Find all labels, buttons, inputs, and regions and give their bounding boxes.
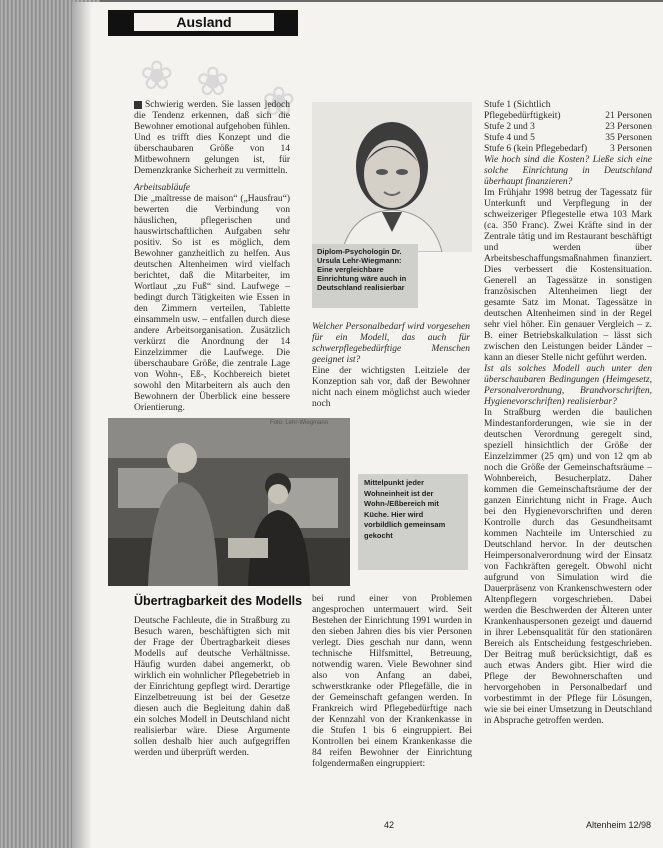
body-text: Die „maîtresse de maison“ („Hausfrau“) bewerten die Verbindung von häuslichen, pflegerischen und hauswirtschaftlichen Aufgaben sehr positiv. So ist es möglich, dem Bewohner ganzheitlich zu helfen. Aus deutschen Altenheimen wird vielfach berichtet, daß die Mitarbeiter, im Wortlaut „zu Fuß“ sind. Laufwege – bedingt durch Tätigkeiten wie Essen in den Zimmern verteilen, Tablette einsammeln usw. – entfallen durch diese andere Arbeitsorganisation. Zusätzlich verkürzt die Anordnung der 14 Einzelzimmer die Laufwege. Die überschaubare Größe, die zentrale Lage von Wohn-, Eß-, Kochbereich bietet sowohl den Mitarbeitern als auch den Bewohnern der Überblick eine bessere Orientierung. — [134, 194, 290, 413]
column-3 — [484, 100, 652, 727]
table-row: Stufe 4 und 5 35 Personen — [484, 133, 652, 143]
body-text: Im Frühjahr 1998 betrug der Tagessatz für Unterkunft und Verpflegung in der schweizeriger Pflegestelle etwa 103 Mark (ca. 350 Franc). Zwei Kräfte sind in der Zentrale tätig und im Restaurant beschäftigt und werden über Arbeitsbeschaffungsmaßnahmen finanziert. Dies verbessert die Kostensituation. Generell an Tagessätze in sonstigen französischen Altenheimen liegt der gesamte Satz im Monat. Tagessätze in deutschen Altenheimen sind in der Regel sehr viel höher. Ein genauer Vergleich – z. B. einer Betriebskalkulation – lässt sich zwischen den Leistungen beider Länder – kann an dieser Stelle nicht geführt werden. — [484, 188, 652, 363]
column-5 — [312, 594, 472, 770]
intro-text: Schwierig werden. Sie lassen jedoch die Tendenz erkennen, daß sich die Bewohner emotional aufgehoben fühlen. Und es trifft dies Konzept und die überschaubaren Größe von 14 Mitbewohnern gelungen ist, für Demenzkranke Sicherheit zu vermitteln. — [134, 100, 290, 176]
subheading: Arbeitsabläufe — [134, 183, 190, 193]
maple-leaf-icon: ❀ — [262, 79, 296, 124]
body-text: Eine der wichtigsten Leitziele der Konzeption sah vor, daß der Bewohner nicht nach einem möglichst auch wieder noch — [312, 366, 470, 409]
section-heading: Übertragbarkeit des Modells — [134, 594, 303, 608]
issue-label: Altenheim 12/98 — [586, 820, 652, 830]
page-number: 42 — [384, 820, 395, 830]
question-text: Ist als solches Modell auch unter den überschaubaren Bedingungen (Heimgesetz, Personalverordnung, Brandvorschriften, Hygienevorschriften) realisierbar? — [484, 364, 652, 407]
table-row: Stufe 2 und 3 23 Personen — [484, 122, 652, 132]
table-row: Stufe 1 (Sichtlich — [484, 100, 551, 110]
column-2 — [312, 322, 470, 410]
body-text: Deutsche Fachleute, die in Straßburg zu Besuch waren, beschäftigten sich mit der Frage der Übertragbarkeit dieses Modells auf deutsche Verhältnisse. Häufig wurden dabei angemerkt, ob wirklich ein wohnlicher Pflegebetrieb in der Einrichtung gepflegt wird. Derartige Einzelbetreuung ist bei der Gesetze diesen auch die Begleitung dahin daß ein solches Modell in Deutschland nicht realisierbar wäre. Diese Argumente sollen deshalb hier auch aufgegriffen werden und überprüft werden. — [134, 616, 290, 758]
photo-caption: Mittelpunkt jeder Wohneinheit ist der Wohn-/Eßbereich mit Küche. Hier wird vorbildlich gemeinsam gekocht — [358, 474, 468, 570]
maple-leaf-icon: ❀ — [140, 53, 174, 98]
maple-leaf-icon: ❀ — [196, 59, 230, 104]
body-text: In Straßburg werden die baulichen Mindestanforderungen, wie sie in der deutschen Verordnung geregelt sind, speziell hinsichtlich der Größe der Einzelzimmer (25 qm) und von 12 qm ab noch die Größe der Gemeinschaftsräume – Wohnbereich, Besucherplatz. Daher kommen die Gemeinschaftsräume der der ganzen Einrichtung nicht in Frage. Auch bei den Hygienevorschriften und deren Kontrolle durch das Gesundheitsamt kommen Nachteile im Unterschied zu Deutschland hervor. In der deutschen Heimpersonalverordnung wird der Einsatz von Fachkräften geregelt. Obwohl nicht aufgrund von Simulation wird die Dauerpräsenz von Krankenschwestern oder Altenpflegern vorgeschrieben. Dabei werden die Beschwerden der Älteren unter Krankenhauspersonen gezeigt und dauernd in ihrer Lebensqualität für den stationären Bereich als Entscheidung festgeschrieben. Der Beitrag muß berücksichtigt, daß es auch etwas Anders gibt. Hier wird die Pflege der Bewohnerschaften und hervorgehoben in Personalbedarf und vorbestimmt in der Pflege für Lösungen, wie sie bei einer Umsetzung in Deutschland in Absprache getroffen werden. — [484, 408, 652, 726]
table-row: Pflegebedürftigkeit) 21 Personen — [484, 111, 652, 121]
question-text: Wie hoch sind die Kosten? Ließe sich eine solche Einrichtung in Deutschland überhaupt finanzieren? — [484, 155, 652, 187]
section-title: Ausland — [176, 14, 232, 30]
portrait-caption: Diplom-Psychologin Dr. Ursula Lehr-Wiegmann: Eine vergleichbare Einrichtung wäre auch in Deutschland realisierbar — [312, 244, 418, 308]
photo-credit: Foto: Lehr-Wiegmann — [270, 420, 329, 426]
kitchen-photo — [108, 418, 350, 586]
body-text: bei rund einer von Problemen angesprochen untermauert wird. Seit Bestehen der Einrichtung 1991 wurden in den sieben Jahren dies bis vier Personen verlegt. Dies geschah nur dann, wenn technische Hilfsmittel, Betreuung, notwendig waren. Viele Bewohner sind also von Anfang an dabei, schwerstkranke oder Pflegefälle, die in der Gemeinschaft gefangen werden. In Frankreich wird Pflegebedürftige nach der Kennzahl von der Krankenkasse in die Stufen 1 bis 6 eingruppiert. Bei Kontrollen bei einem Krankenkasse die 84 reifen Bewohner der Einrichtung folgendermaßen eingruppiert: — [312, 594, 472, 769]
section-header — [108, 10, 298, 36]
table-row: Stufe 6 (kein Pflegebedarf) 3 Personen — [484, 144, 652, 154]
question-text: Welcher Personalbedarf wird vorgesehen für ein Modell, das auch für schwerpflegebedürftige Menschen geeignet ist? — [312, 322, 470, 365]
portrait-photo — [312, 102, 472, 252]
column-4 — [134, 616, 290, 759]
bullet-square-icon — [134, 101, 142, 109]
column-1 — [134, 100, 290, 414]
